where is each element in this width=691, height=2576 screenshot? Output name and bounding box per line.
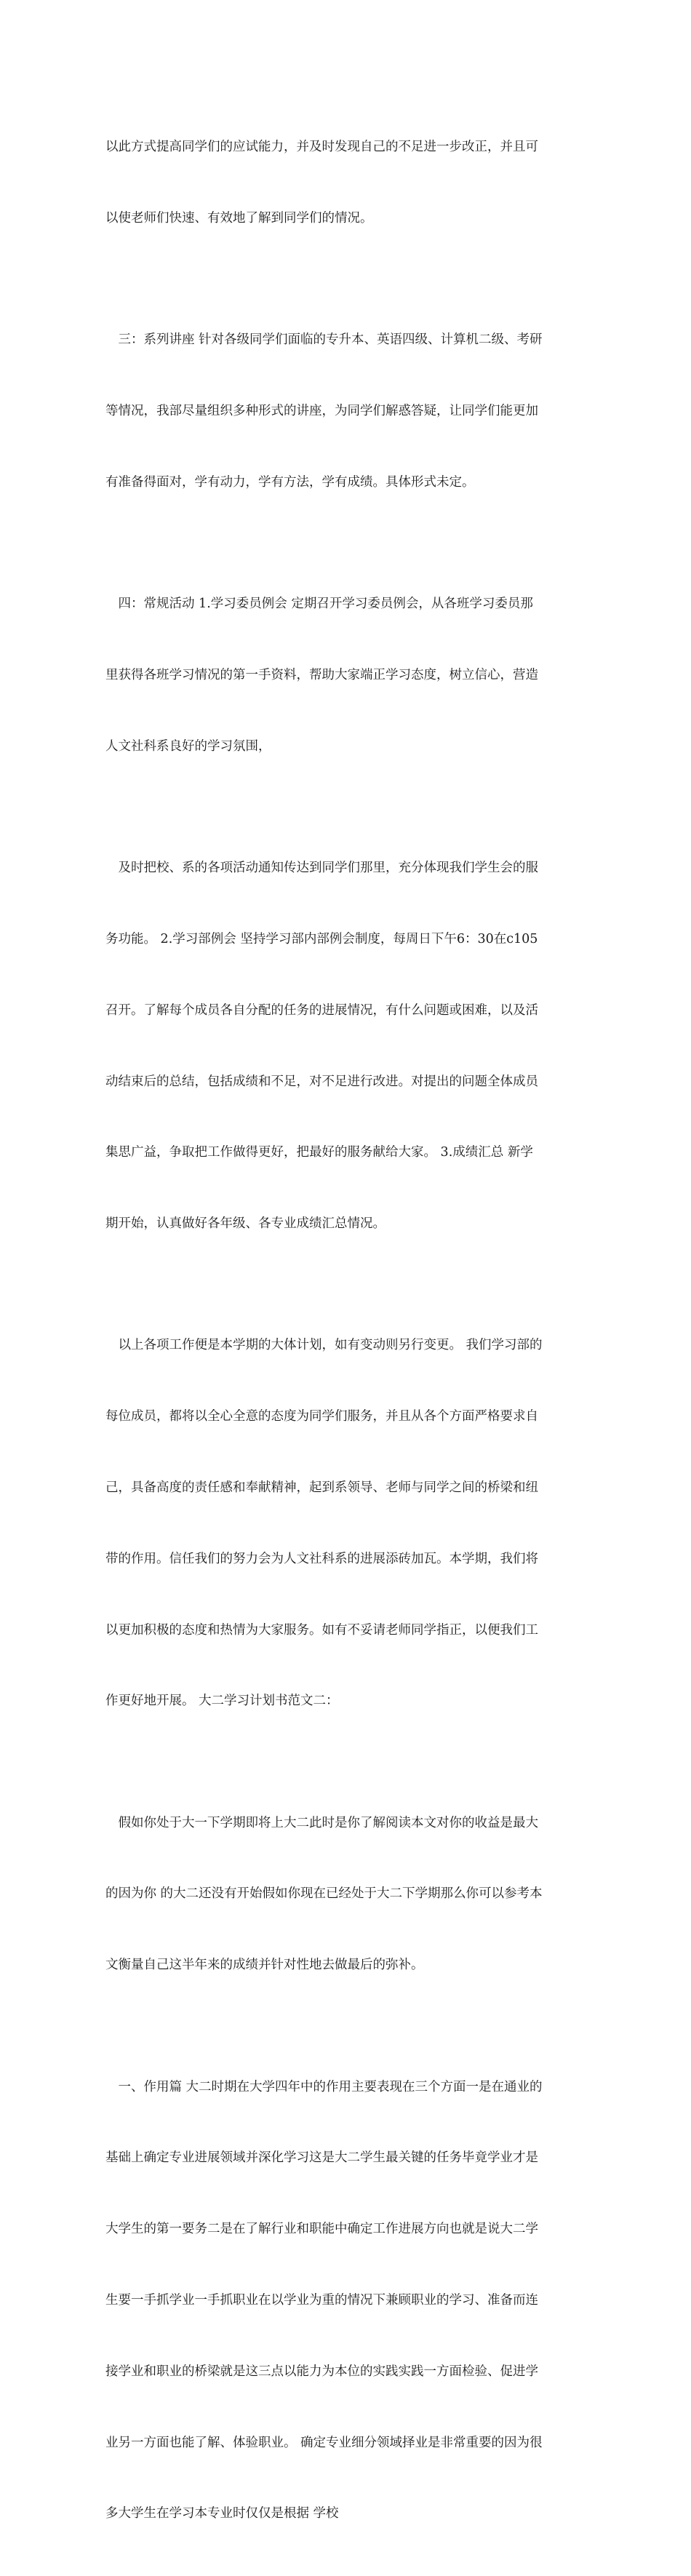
paragraph-4 (105, 809, 586, 1283)
paragraph-5 (105, 1286, 586, 1760)
text-line: 大学生的第一要务二是在了解行业和职能中确定工作进展方向也就是说大二学 (105, 2222, 538, 2237)
text-line: 务功能。 2.学习部例会 坚持学习部内部例会制度，每周日下午6：30在c105 (105, 931, 538, 946)
text-line: 以上各项工作便是本学期的大体计划，如有变动则另行变更。 我们学习部的 (118, 1338, 543, 1353)
text-line: 文衡量自己这半年来的成绩并针对性地去做最后的弥补。 (105, 1958, 424, 1973)
text-line: 召开。了解每个成员各自分配的任务的进展情况，有什么问题或困难，以及活 (105, 1002, 538, 1018)
document-body (105, 88, 586, 2576)
text-line: 集思广益，争取把工作做得更好，把最好的服务献给大家。 3.成绩汇总 新学 (105, 1145, 533, 1160)
text-line: 三：系列讲座 针对各级同学们面临的专升本、英语四级、计算机二级、考研 (118, 332, 543, 348)
text-line: 及时把校、系的各项活动通知传达到同学们那里，充分体现我们学生会的服 (118, 861, 538, 876)
paragraph-2 (105, 281, 586, 542)
text-line: 带的作用。信任我们的努力会为人文社科系的进展添砖加瓦。本学期，我们将 (105, 1551, 538, 1566)
text-line: 接学业和职业的桥梁就是这三点以能力为本位的实践实践一方面检验、促进学 (105, 2364, 538, 2379)
text-line: 有准备得面对，学有动力，学有方法，学有成绩。具体形式未定。 (105, 474, 475, 490)
text-line: 里获得各班学习情况的第一手资料，帮助大家端正学习态度，树立信心，营造 (105, 668, 538, 683)
text-line: 业另一方面也能了解、体验职业。 确定专业细分领域择业是非常重要的因为很 (105, 2435, 543, 2450)
text-line: 每位成员，都将以全心全意的态度为同学们服务，并且从各个方面严格要求自 (105, 1409, 538, 1424)
paragraph-1 (105, 88, 586, 278)
text-line: 以更加积极的态度和热情为大家服务。如有不妥请老师同学指正，以便我们工 (105, 1622, 538, 1638)
text-line: 多大学生在学习本专业时仅仅是根据 学校 (105, 2506, 339, 2521)
paragraph-6 (105, 1764, 586, 2025)
paragraph-3 (105, 545, 586, 806)
text-line: 假如你处于大一下学期即将上大二此时是你了解阅读本文对你的收益是最大 (118, 1815, 538, 1830)
text-line: 的因为你 的大二还没有开始假如你现在已经处于大二下学期那么你可以参考本 (105, 1886, 543, 1902)
text-line: 生要一手抓学业一手抓职业在以学业为重的情况下兼顾职业的学习、准备而连 (105, 2292, 538, 2308)
text-line: 己，具备高度的责任感和奉献精神，起到系领导、老师与同学之间的桥梁和纽 (105, 1480, 538, 1495)
text-line: 以此方式提高同学们的应试能力，并及时发现自己的不足进一步改正，并且可 (105, 140, 538, 155)
paragraph-7 (105, 2027, 586, 2573)
text-line: 作更好地开展。 大二学习计划书范文二： (105, 1694, 339, 1709)
text-line: 基础上确定专业进展领域并深化学习这是大二学生最关键的任务毕竟学业才是 (105, 2150, 538, 2166)
text-line: 一、作用篇 大二时期在大学四年中的作用主要表现在三个方面一是在通业的 (118, 2079, 543, 2094)
text-line: 四：常规活动 1.学习委员例会 定期召开学习委员例会，从各班学习委员那 (118, 597, 533, 612)
text-line: 动结束后的总结，包括成绩和不足，对不足进行改进。对提出的问题全体成员 (105, 1074, 538, 1089)
text-line: 以使老师们快速、有效地了解到同学们的情况。 (105, 210, 373, 226)
text-line: 等情况，我部尽量组织多种形式的讲座，为同学们解惑答疑，让同学们能更加 (105, 404, 538, 419)
text-line: 人文社科系良好的学习氛围， (105, 738, 271, 754)
text-line: 期开始，认真做好各年级、各专业成绩汇总情况。 (105, 1216, 386, 1232)
